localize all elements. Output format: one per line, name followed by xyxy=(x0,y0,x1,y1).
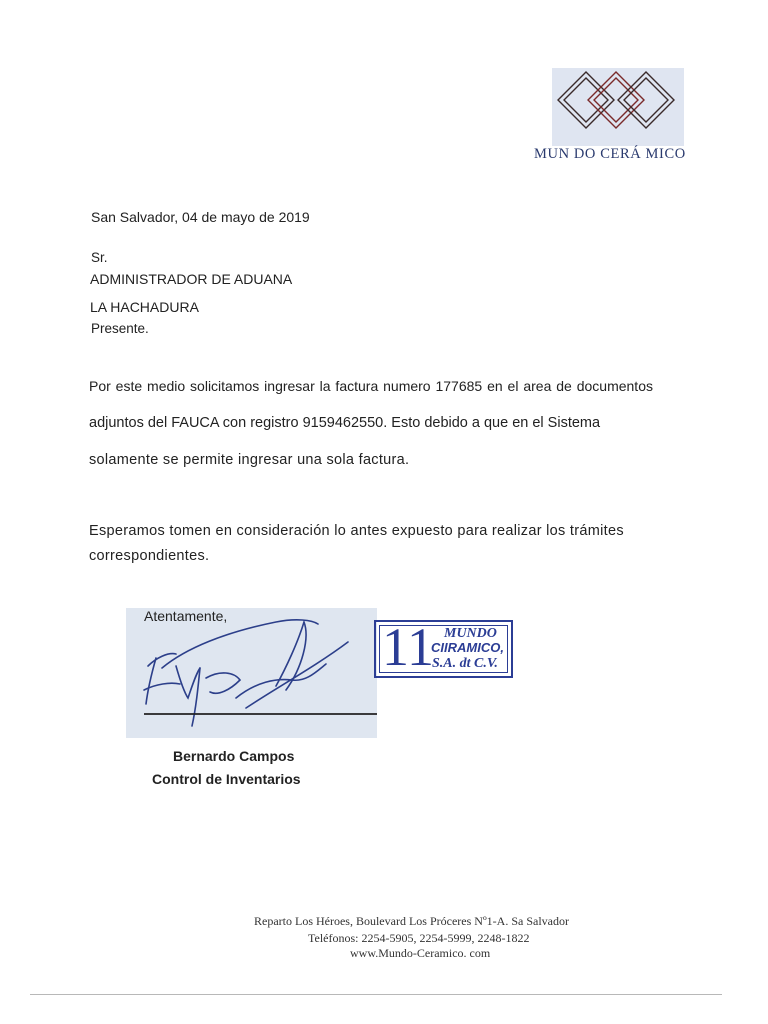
company-stamp xyxy=(374,617,513,678)
footer-divider xyxy=(30,994,722,995)
presente-line: Presente. xyxy=(91,321,149,336)
company-logo-text: MUN DO CERÁ MICO xyxy=(534,146,686,162)
diamond-logo-icon xyxy=(552,68,684,146)
stamp-line-2: CIIRAMICO, xyxy=(431,640,504,655)
handwritten-signature xyxy=(126,608,377,738)
stamp-line-1: MUNDO xyxy=(444,626,497,641)
recipient-title: ADMINISTRADOR DE ADUANA xyxy=(90,271,293,287)
stamp-number: 11 xyxy=(382,617,434,677)
signature-block xyxy=(126,608,377,738)
signer-name: Bernardo Campos xyxy=(173,748,295,764)
body-line-3: solamente se permite ingresar una sola factura. xyxy=(89,452,410,468)
closing-greeting: Atentamente, xyxy=(144,608,228,624)
company-logo xyxy=(552,68,684,146)
body-line-1: Por este medio solicitamos ingresar la factura numero 177685 en el area de documentos xyxy=(89,378,653,394)
footer-website: www.Mundo-Ceramico. com xyxy=(350,946,491,960)
stamp-line-3: S.A. dt C.V. xyxy=(432,656,498,671)
recipient-location: LA HACHADURA xyxy=(90,299,199,315)
closing-line-1: Esperamos tomen en consideración lo antes expuesto para realizar los trámites xyxy=(89,523,624,539)
signer-role: Control de Inventarios xyxy=(152,771,301,787)
letter-date: San Salvador, 04 de mayo de 2019 xyxy=(91,209,310,225)
closing-line-2: correspondientes. xyxy=(89,548,210,564)
salutation: Sr. xyxy=(91,250,108,265)
body-line-2: adjuntos del FAUCA con registro 9159462550. Esto debido a que en el Sistema xyxy=(89,415,601,431)
footer-phones: Teléfonos: 2254-5905, 2254-5999, 2248-1822 xyxy=(308,931,530,945)
footer-address: Reparto Los Héroes, Boulevard Los Próceres Nº1-A. Sa Salvador xyxy=(254,914,569,928)
